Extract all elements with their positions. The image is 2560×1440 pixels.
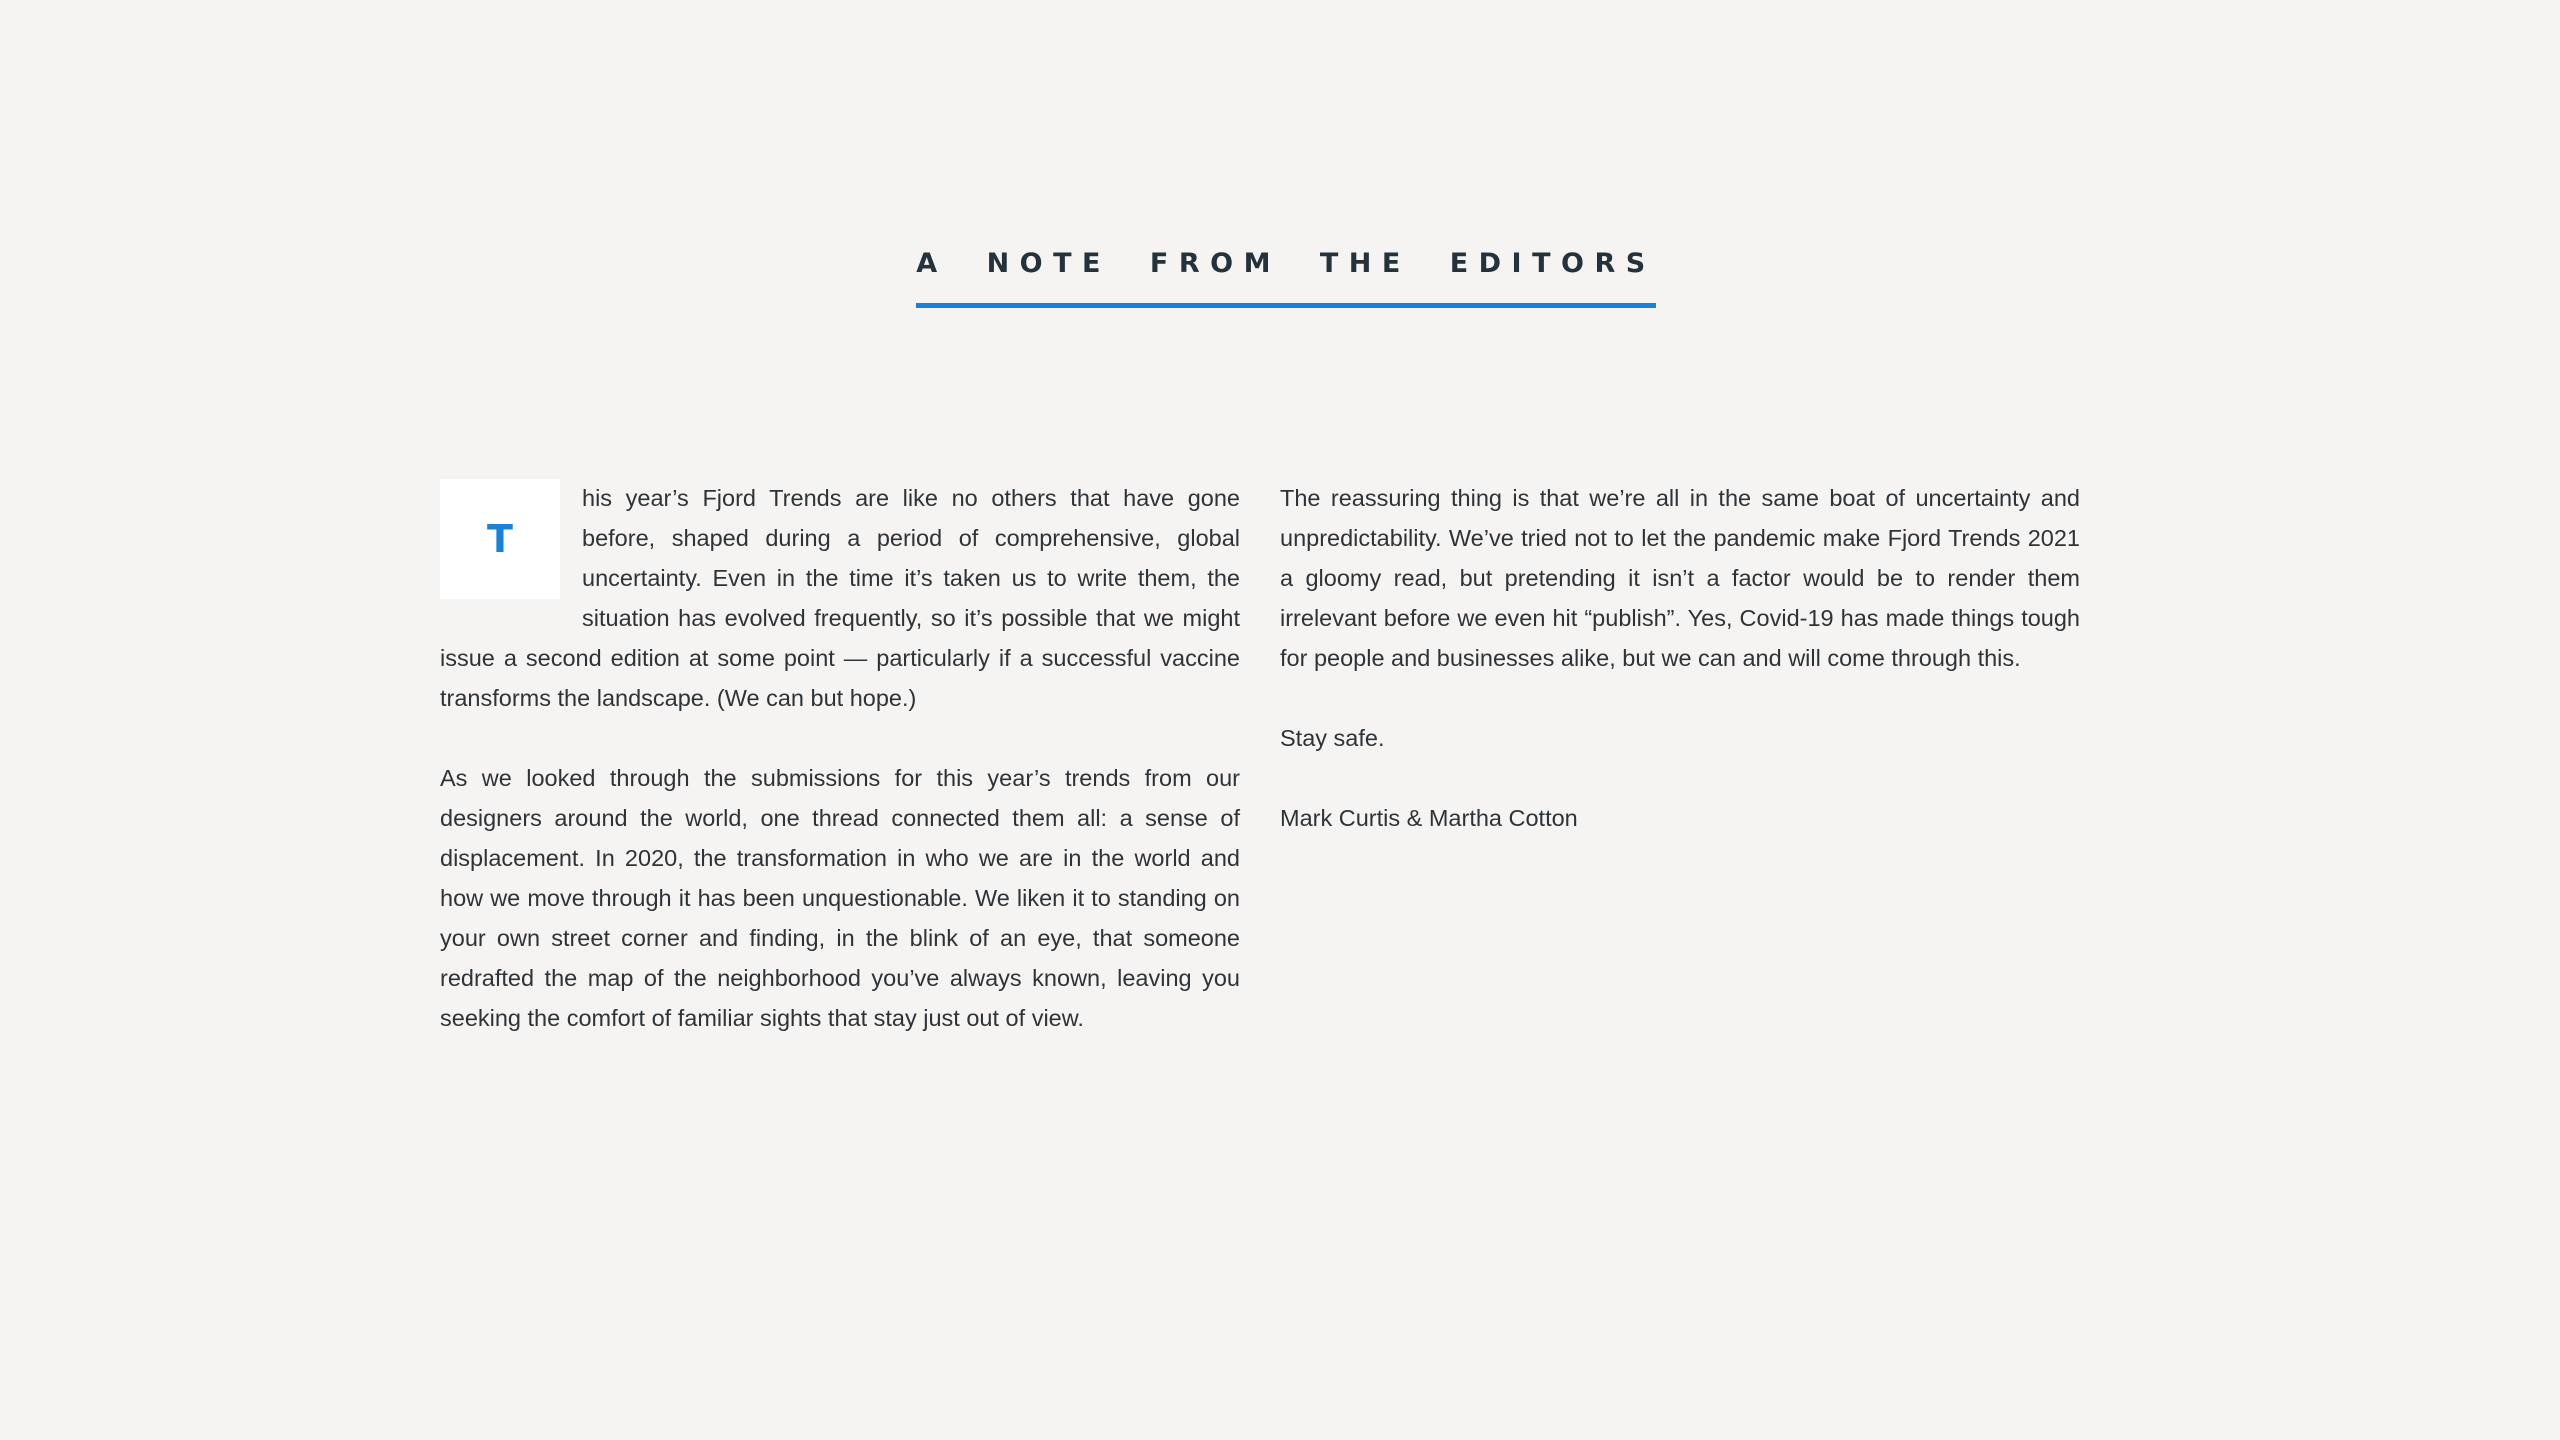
heading-container — [0, 248, 2560, 308]
intro-paragraph-text: his year’s Fjord Trends are like no others that have gone before, shaped during a period of comprehensive, global uncertainty. Even in the time it’s taken us to write them, the situation has evolved frequently, so it’s possible that we might issue a second edition at some point — particularly if a successful vaccine transforms the landscape. (We can but hope.) — [440, 485, 1240, 711]
displacement-paragraph: As we looked through the submissions for this year’s trends from our designers around the world, one thread connected them all: a sense of displacement. In 2020, the transformation in who we are in the world and how we move through it has been unquestionable. We liken it to standing on your own street corner and finding, in the blink of an eye, that someone redrafted the map of the neighborhood you’ve always known, leaving you seeking the comfort of familiar sights that stay just out of view. — [440, 765, 1240, 1031]
drop-cap: T — [440, 479, 560, 599]
left-column — [440, 478, 1240, 1078]
editor-signature: Mark Curtis & Martha Cotton — [1280, 805, 1578, 831]
right-column — [1280, 478, 2080, 878]
reassurance-paragraph: The reassuring thing is that we’re all in the same boat of uncertainty and unpredictability. We’ve tried not to let the pandemic make Fjord Trends 2021 a gloomy read, but pretending it isn’t a factor would be to render them irrelevant before we even hit “publish”. Yes, Covid-19 has made things tough for people and businesses alike, but we can and will come through this. — [1280, 485, 2080, 671]
sign-off: Stay safe. — [1280, 725, 1385, 751]
intro-paragraph — [440, 478, 1240, 718]
section-heading: A NOTE FROM THE EDITORS — [916, 248, 1655, 308]
